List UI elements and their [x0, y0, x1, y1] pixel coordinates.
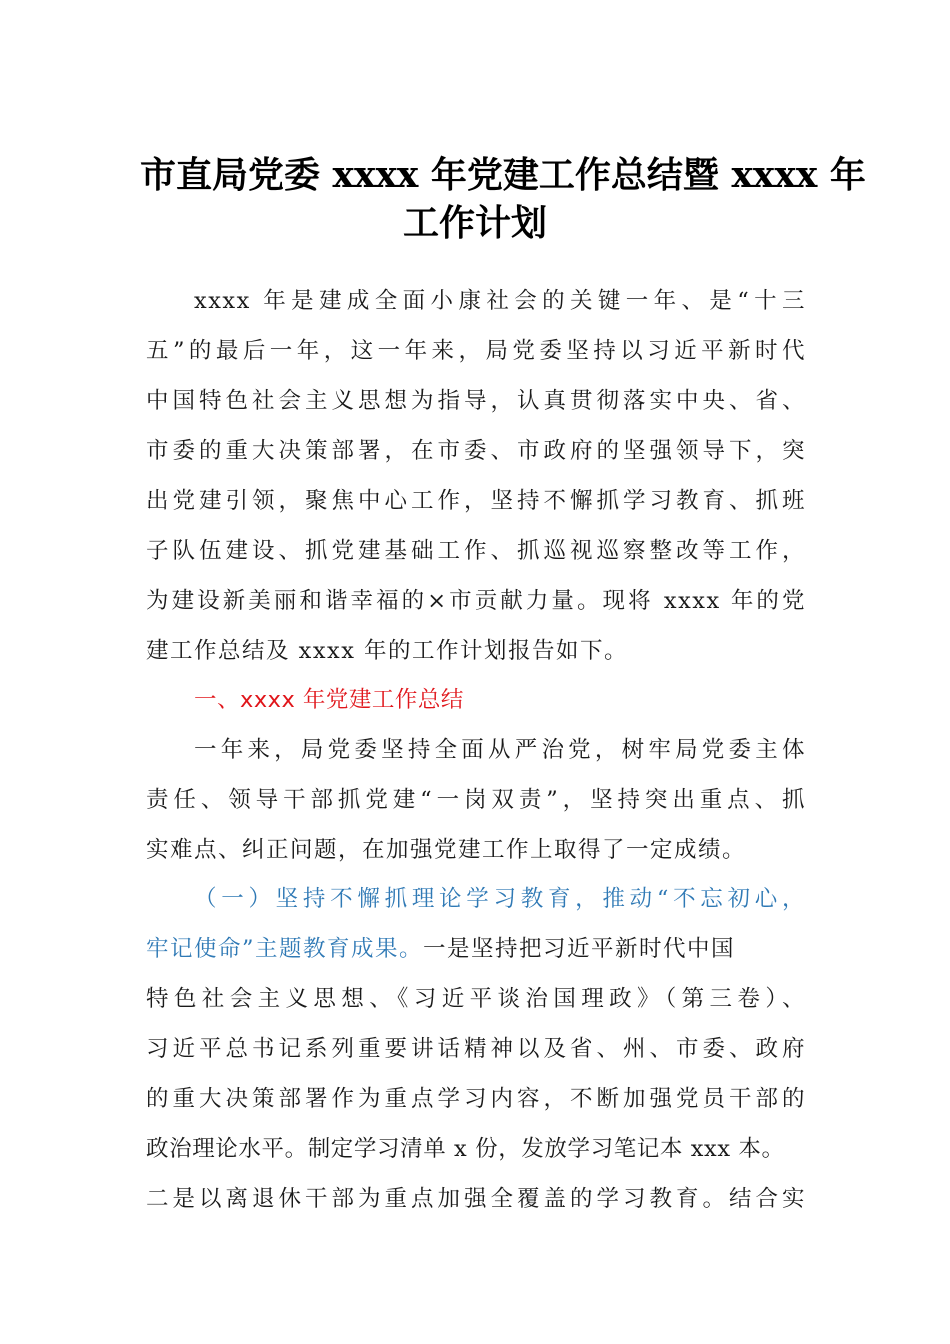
subsection-line: 特色社会主义思想、《习近平谈治国理政》（第三卷）、 [146, 986, 806, 1012]
subsection-text: 一是坚持把习近平新时代中国 [423, 936, 736, 962]
intro-line: 出党建引领，聚焦中心工作，坚持不懈抓学习教育、抓班 [146, 488, 806, 514]
intro-line: 五”的最后一年，这一年来，局党委坚持以习近平新时代 [146, 338, 806, 364]
subsection-line: 政治理论水平。制定学习清单 x 份，发放学习笔记本 xxx 本。 [146, 1136, 785, 1162]
subsection-heading-continued: 牢记使命”主题教育成果。 [146, 936, 424, 962]
intro-line: 中国特色社会主义思想为指导，认真贯彻落实中央、省、 [146, 388, 806, 414]
intro-line: 子队伍建设、抓党建基础工作、抓巡视巡察整改等工作， [146, 538, 806, 564]
intro-line: xxxx 年是建成全面小康社会的关键一年、是“十三 [194, 288, 806, 314]
subsection-heading: （一）坚持不懈抓理论学习教育，推动“不忘初心， [194, 886, 806, 912]
document-title-line-1: 市直局党委 xxxx 年党建工作总结暨 xxxx 年 [140, 154, 866, 196]
section-line: 实难点、纠正问题，在加强党建工作上取得了一定成绩。 [146, 837, 747, 863]
subsection-line: 的重大决策部署作为重点学习内容，不断加强党员干部的 [146, 1086, 806, 1112]
document-title-line-2: 工作计划 [402, 202, 547, 244]
section-line: 一年来，局党委坚持全面从严治党，树牢局党委主体 [194, 737, 806, 763]
section-heading: 一、xxxx 年党建工作总结 [194, 687, 464, 713]
intro-line: 市委的重大决策部署，在市委、市政府的坚强领导下，突 [146, 438, 806, 464]
intro-line: 为建设新美丽和谐幸福的×市贡献力量。现将 xxxx 年的党 [146, 588, 806, 614]
subsection-line: 二是以离退休干部为重点加强全覆盖的学习教育。结合实 [146, 1186, 806, 1212]
subsection-line: 习近平总书记系列重要讲话精神以及省、州、市委、政府 [146, 1036, 806, 1062]
subsection-line [146, 924, 806, 974]
intro-line: 建工作总结及 xxxx 年的工作计划报告如下。 [146, 638, 629, 664]
section-line: 责任、领导干部抓党建“一岗双责”，坚持突出重点、抓 [146, 787, 806, 813]
